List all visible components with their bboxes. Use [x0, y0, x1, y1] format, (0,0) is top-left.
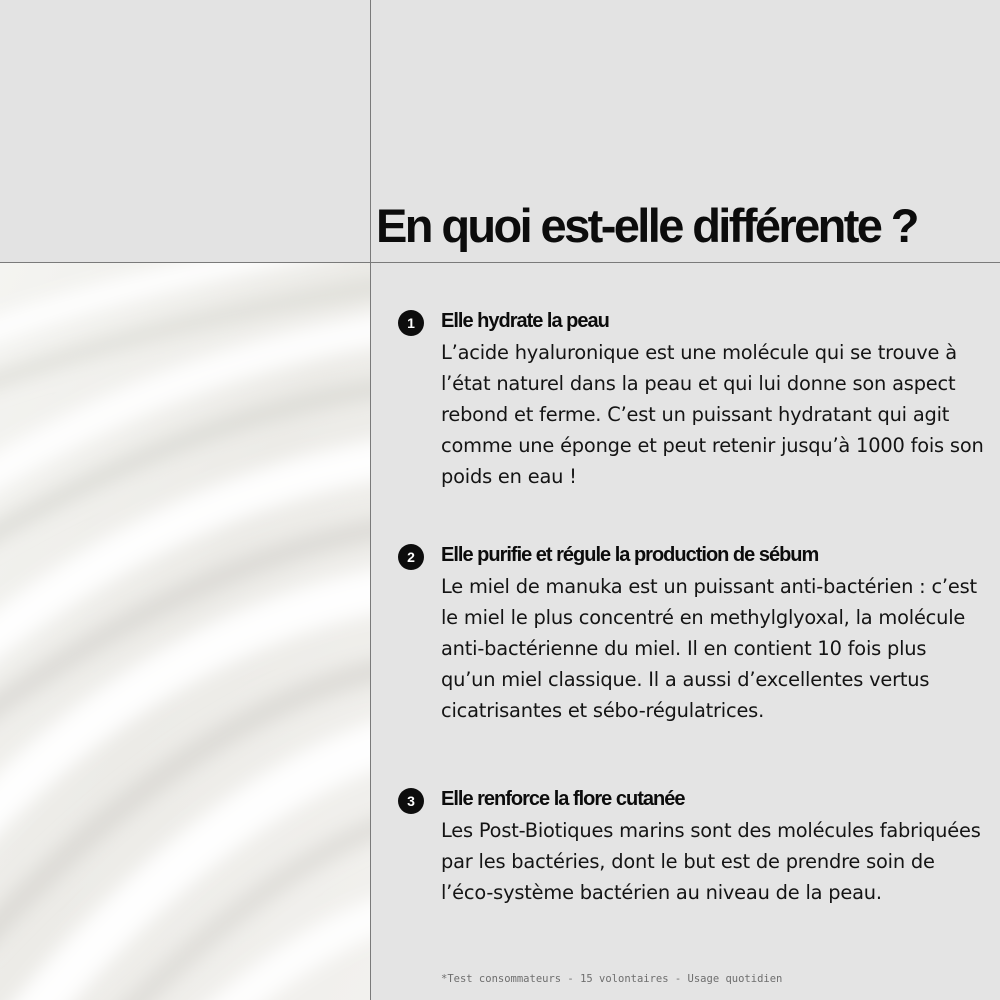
benefit-title: Elle hydrate la peau	[441, 310, 609, 332]
cream-swirl-graphic	[0, 263, 370, 1000]
headline: En quoi est-elle différente ?	[376, 199, 917, 252]
top-left-panel	[0, 0, 370, 262]
number-badge: 1	[398, 310, 424, 336]
benefit-description: Le miel de manuka est un puissant anti-bactérien : c’est le miel le plus concentré en methylglyoxal, la molécule anti-bactérienne du miel. Il en contient 10 fois plus qu’un miel classique. Il a aussi d’excellentes vertus cicatrisantes et sébo-régulatrices.	[441, 575, 977, 722]
vertical-divider	[370, 0, 371, 1000]
cream-texture-image	[0, 263, 370, 1000]
number-badge: 2	[398, 544, 424, 570]
benefit-description: L’acide hyaluronique est une molécule qui se trouve à l’état naturel dans la peau et qui lui donne son aspect rebond et ferme. C’est un puissant hydratant qui agit comme une éponge et peut retenir jusqu’à 1000 fois son poids en eau !	[441, 341, 984, 488]
footnote: *Test consommateurs - 15 volontaires - Usage quotidien	[441, 973, 783, 985]
number-badge: 3	[398, 788, 424, 814]
benefit-title: Elle purifie et régule la production de sébum	[441, 544, 819, 566]
benefit-description: Les Post-Biotiques marins sont des molécules fabriquées par les bactéries, dont le but est de prendre soin de l’éco-système bactérien au niveau de la peau.	[441, 819, 981, 904]
horizontal-divider	[0, 262, 1000, 263]
benefit-title: Elle renforce la flore cutanée	[441, 788, 685, 810]
